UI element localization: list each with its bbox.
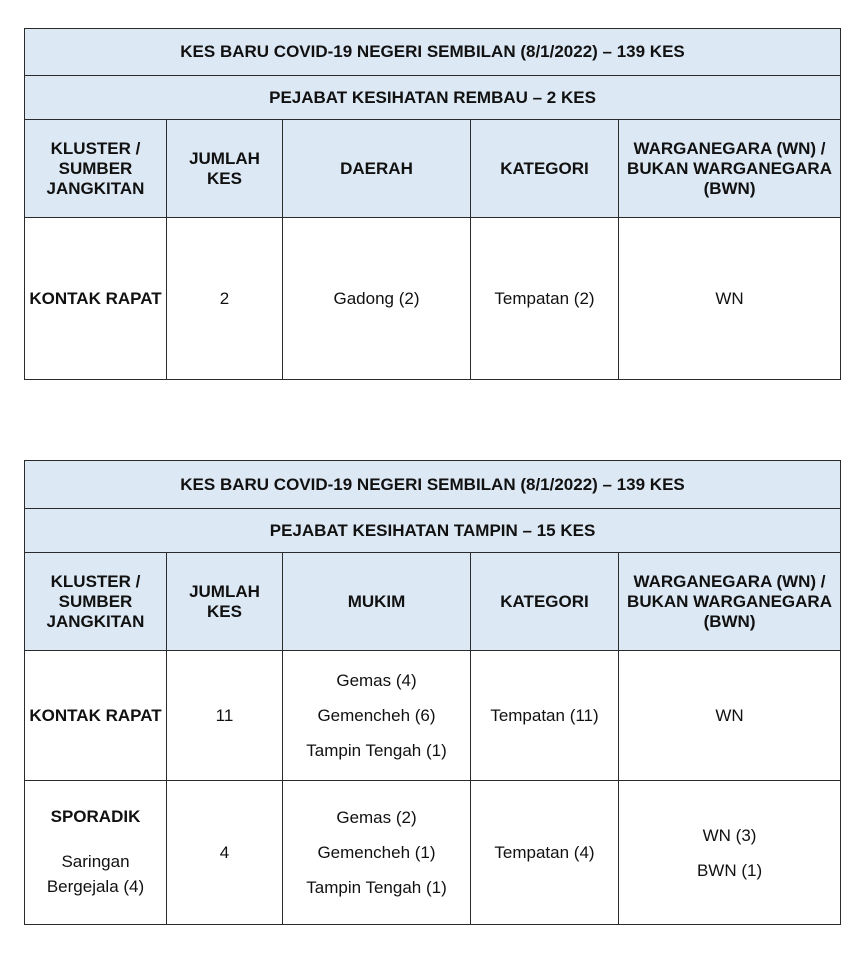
office-title: PEJABAT KESIHATAN REMBAU – 2 KES [25, 76, 841, 120]
cluster-label: SPORADIK [50, 806, 141, 826]
citizenship-cell: WN [619, 218, 841, 380]
office-row [25, 509, 841, 553]
category-cell: Tempatan (4) [471, 781, 619, 925]
category-cell: Tempatan (11) [471, 651, 619, 781]
area-cell [283, 781, 471, 925]
citizenship-item: WN (3) [702, 825, 757, 845]
header-category: KATEGORI [471, 120, 619, 218]
header-area: MUKIM [283, 553, 471, 651]
area-item: Gemas (4) [336, 671, 417, 690]
citizenship-cell: WN [619, 651, 841, 781]
header-area: DAERAH [283, 120, 471, 218]
header-citizenship: WARGANEGARA (WN) / BUKAN WARGANEGARA (BWN) [619, 120, 841, 218]
table-row [25, 218, 841, 380]
total-cell: 11 [167, 651, 283, 781]
cluster-cell: KONTAK RAPAT [25, 651, 167, 781]
total-cell: 4 [167, 781, 283, 925]
citizenship-cell [619, 781, 841, 925]
title-row [25, 461, 841, 509]
table-title: KES BARU COVID-19 NEGERI SEMBILAN (8/1/2022) – 139 KES [25, 461, 841, 509]
area-cell: Gadong (2) [283, 218, 471, 380]
cluster-cell: KONTAK RAPAT [25, 218, 167, 380]
total-cell: 2 [167, 218, 283, 380]
table-row [25, 651, 841, 781]
area-item: Tampin Tengah (1) [306, 878, 447, 897]
area-item: Gemas (2) [336, 808, 417, 827]
cluster-cell [25, 781, 167, 925]
header-cluster: KLUSTER / SUMBER JANGKITAN [25, 120, 167, 218]
office-title: PEJABAT KESIHATAN TAMPIN – 15 KES [25, 509, 841, 553]
cluster-detail: Saringan Bergejala (4) [46, 851, 145, 896]
area-item: Tampin Tengah (1) [306, 741, 447, 760]
title-row [25, 29, 841, 76]
table-row [25, 781, 841, 925]
table-title: KES BARU COVID-19 NEGERI SEMBILAN (8/1/2022) – 139 KES [25, 29, 841, 76]
office-row [25, 76, 841, 120]
header-category: KATEGORI [471, 553, 619, 651]
header-row [25, 553, 841, 651]
area-cell [283, 651, 471, 781]
citizenship-item: BWN (1) [696, 860, 763, 880]
header-total: JUMLAH KES [167, 553, 283, 651]
tampin-table [24, 460, 841, 925]
area-item: Gemencheh (1) [317, 843, 436, 862]
rembau-table [24, 28, 841, 380]
area-item: Gemencheh (6) [317, 706, 436, 725]
header-cluster: KLUSTER / SUMBER JANGKITAN [25, 553, 167, 651]
category-cell: Tempatan (2) [471, 218, 619, 380]
header-total: JUMLAH KES [167, 120, 283, 218]
header-citizenship: WARGANEGARA (WN) / BUKAN WARGANEGARA (BWN) [619, 553, 841, 651]
header-row [25, 120, 841, 218]
